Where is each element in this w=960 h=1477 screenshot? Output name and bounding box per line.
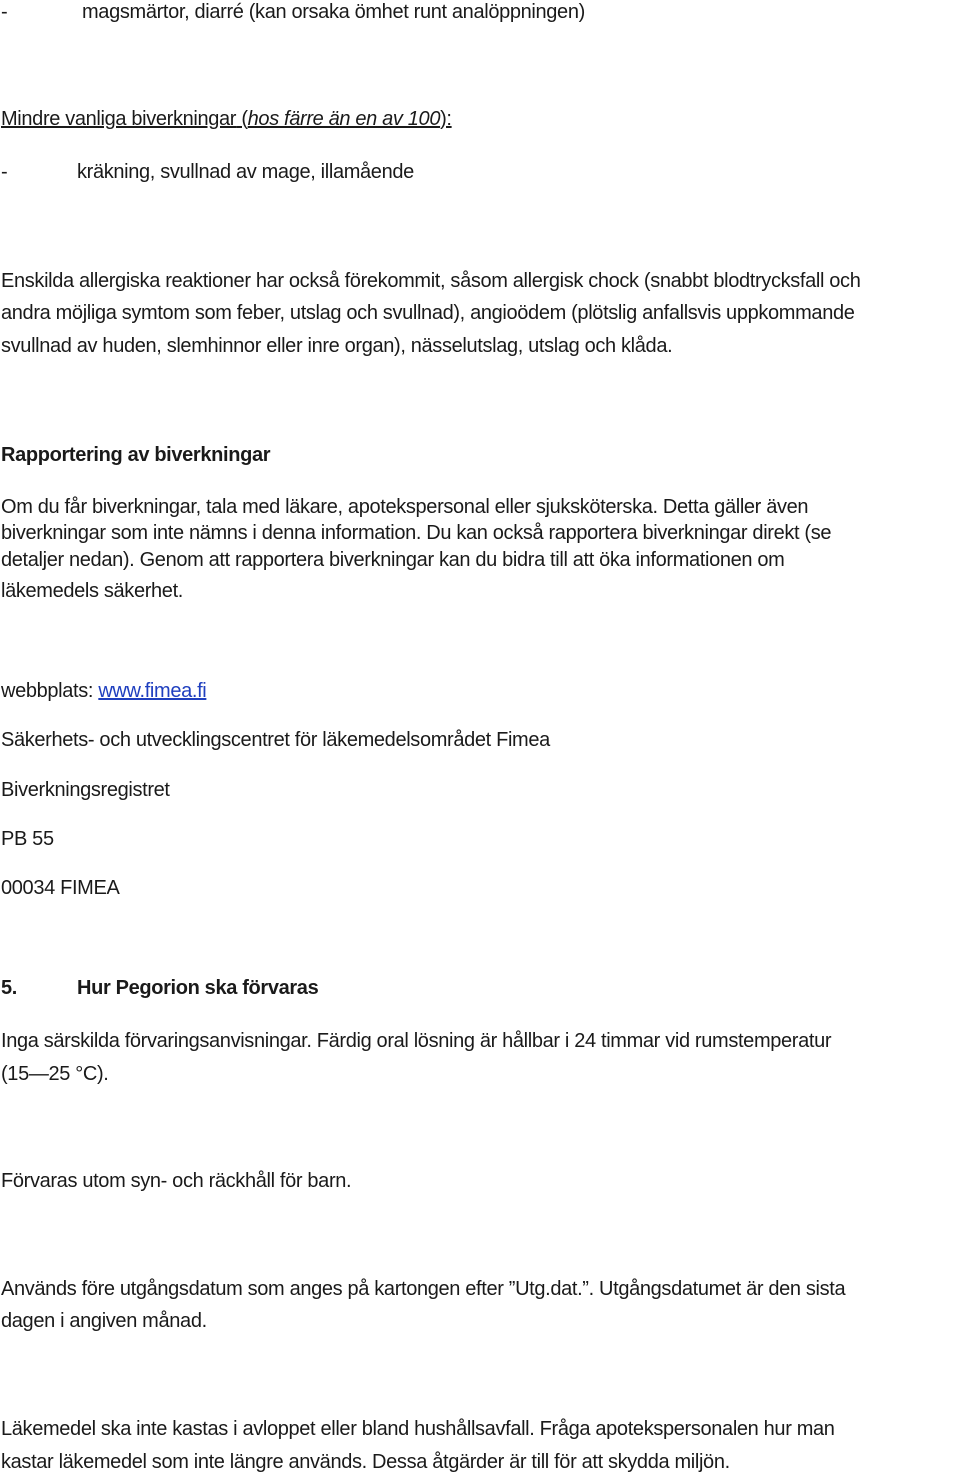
frequency-close: ): [440,108,452,130]
expiry-paragraph-line: dagen i angiven månad. [1,1310,207,1332]
website-label: webbplats: [1,680,99,702]
list-bullet: - [1,1,8,23]
reporting-paragraph-line: detaljer nedan). Genom att rapportera biverkningar kan du bidra till att öka informationen om [1,549,785,571]
section-number: 5. [1,977,17,999]
organization-name: Säkerhets- och utvecklingscentret för läkemedelsområdet Fimea [1,729,550,751]
reporting-paragraph-line: läkemedels säkerhet. [1,580,183,602]
frequency-open: ( [236,108,248,130]
reporting-paragraph-line: Om du får biverkningar, tala med läkare, apotekspersonal eller sjuksköterska. Detta gäller även [1,496,809,518]
disposal-paragraph-line: kastar läkemedel som inte längre används. Dessa åtgärder är till för att skydda miljön. [1,1451,730,1473]
storage-paragraph-line: (15—25 °C). [1,1063,109,1085]
list-item-text: kräkning, svullnad av mage, illamående [77,161,414,183]
frequency-note: hos färre än en av 100 [247,108,441,130]
allergy-paragraph-line: svullnad av huden, slemhinnor eller inre organ), nässelutslag, utslag och klåda. [1,335,673,357]
uncommon-heading-line [1,106,452,132]
website-link[interactable]: www.fimea.fi [98,680,207,702]
uncommon-heading: Mindre vanliga biverkningar [1,108,237,130]
po-box: PB 55 [1,828,54,850]
list-item-text: magsmärtor, diarré (kan orsaka ömhet runt analöppningen) [82,1,585,23]
website-line [1,678,206,704]
disposal-paragraph-line: Läkemedel ska inte kastas i avloppet eller bland hushållsavfall. Fråga apotekspersonalen hur man [1,1418,835,1440]
list-item [1,159,414,185]
registry-name: Biverkningsregistret [1,779,170,801]
reporting-paragraph-line: biverkningar som inte nämns i denna information. Du kan också rapportera biverkningar direkt (se [1,522,832,544]
section-heading [1,975,319,1001]
reporting-heading: Rapportering av biverkningar [1,444,271,466]
children-warning: Förvaras utom syn- och räckhåll för barn. [1,1170,352,1192]
postal-code: 00034 FIMEA [1,877,120,899]
storage-paragraph-line: Inga särskilda förvaringsanvisningar. Färdig oral lösning är hållbar i 24 timmar vid rumstemperatur [1,1030,832,1052]
expiry-paragraph-line: Används före utgångsdatum som anges på kartongen efter ”Utg.dat.”. Utgångsdatumet är den sista [1,1278,846,1300]
list-item [1,0,585,25]
allergy-paragraph-line: andra möjliga symtom som feber, utslag och svullnad), angioödem (plötslig anfallsvis uppkommande [1,302,855,324]
section-title: Hur Pegorion ska förvaras [77,977,319,999]
list-bullet: - [1,161,8,183]
allergy-paragraph-line: Enskilda allergiska reaktioner har också förekommit, såsom allergisk chock (snabbt blodtrycksfall och [1,270,861,292]
